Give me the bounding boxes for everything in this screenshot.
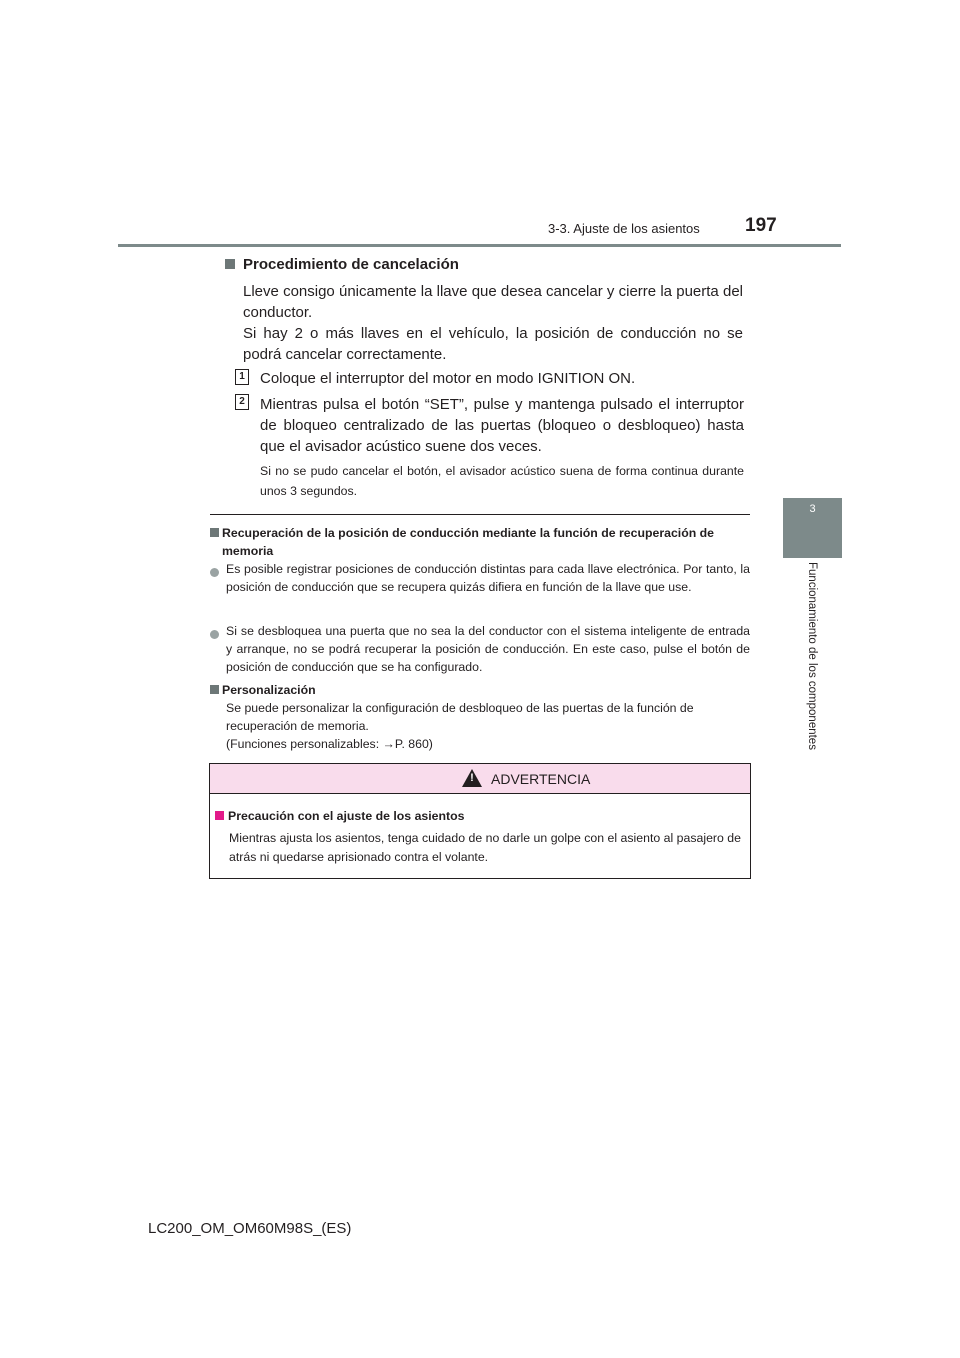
procedure-title: Procedimiento de cancelación xyxy=(243,256,459,273)
step-text: Mientras pulsa el botón “SET”, pulse y mantenga pulsado el interruptor de bloqueo centralizado de las puertas (bloqueo o desbloqueo) hasta que el avisador acústico suene dos veces. xyxy=(260,396,744,455)
square-bullet-icon xyxy=(225,259,235,269)
step-note: Si no se pudo cancelar el botón, el avisador acústico suena de forma continua durante unos 3 segundos. xyxy=(260,464,744,498)
bullet-text: Es posible registrar posiciones de conducción distintas para cada llave electrónica. Por tanto, la posición de conducción que se recupera quizás difiera en función de la llave que use. xyxy=(226,562,750,594)
customization-reference-link[interactable]: (Funciones personalizables: →P. 860) xyxy=(226,737,433,751)
chapter-title: Funcionamiento de los componentes xyxy=(806,562,818,750)
warning-subtitle: Precaución con el ajuste de los asientos xyxy=(228,809,465,823)
round-bullet-icon xyxy=(210,630,219,639)
warning-header xyxy=(210,764,750,794)
customization-line: recuperación de memoria. xyxy=(226,719,369,733)
square-bullet-icon xyxy=(210,528,219,537)
step-number: 1 xyxy=(235,369,249,385)
square-bullet-icon xyxy=(215,811,224,820)
step-text: Coloque el interruptor del motor en modo IGNITION ON. xyxy=(260,370,636,387)
procedure-heading xyxy=(225,256,459,273)
warning-text: Mientras ajusta los asientos, tenga cuidado de no darle un golpe con el asiento al pasajero de atrás ni quedarse aprisionado contra el volante. xyxy=(229,831,741,864)
customization-title: Personalización xyxy=(222,683,316,697)
page-number: 197 xyxy=(745,215,777,236)
customization-text xyxy=(226,699,746,753)
exclamation-icon: ! xyxy=(470,772,474,784)
warning-box xyxy=(209,763,751,879)
customization-line: Se puede personalizar la configuración de desbloqueo de las puertas de la función de xyxy=(226,701,694,715)
warning-subtitle-row xyxy=(215,809,464,823)
document-code: LC200_OM_OM60M98S_(ES) xyxy=(148,1220,352,1237)
memory-recall-heading xyxy=(210,524,750,560)
chapter-tab xyxy=(783,498,842,558)
step-number: 2 xyxy=(235,394,249,410)
memory-recall-title: Recuperación de la posición de conducción mediante la función de recuperación de memoria xyxy=(222,526,714,558)
procedure-paragraph: Si hay 2 o más llaves en el vehículo, la posición de conducción no se podrá cancelar correctamente. xyxy=(243,325,743,363)
section-divider xyxy=(210,514,750,515)
section-title: 3-3. Ajuste de los asientos xyxy=(548,221,700,236)
procedure-paragraph: Lleve consigo únicamente la llave que desea cancelar y cierre la puerta del conductor. xyxy=(243,283,743,321)
header-divider xyxy=(118,244,841,247)
square-bullet-icon xyxy=(210,685,219,694)
warning-label: ADVERTENCIA xyxy=(491,771,591,787)
round-bullet-icon xyxy=(210,568,219,577)
list-item xyxy=(210,622,750,676)
list-item xyxy=(210,560,750,596)
chapter-number: 3 xyxy=(809,503,816,515)
bullet-text: Si se desbloquea una puerta que no sea la del conductor con el sistema inteligente de entrada y arranque, no se podrá recuperar la posición de conducción. En este caso, pulse el botón de posición de conducción que se ha configurado. xyxy=(226,624,750,674)
customization-heading xyxy=(210,681,316,699)
